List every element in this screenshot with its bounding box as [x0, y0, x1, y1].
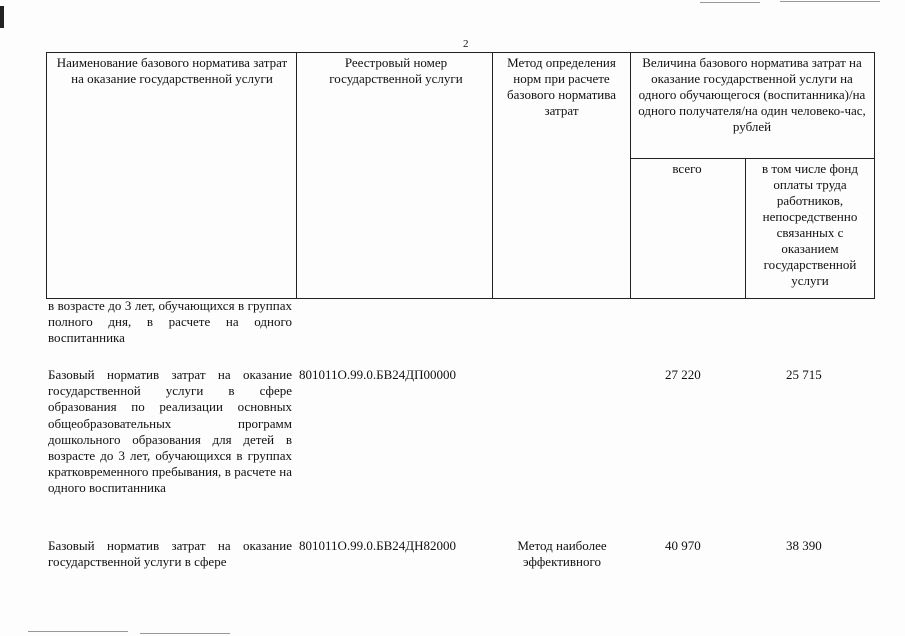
subheader-divider	[630, 158, 874, 159]
header-method: Метод определения норм при расчете базового норматива затрат	[507, 55, 616, 118]
row-registry-number: 801011О.99.0.БВ24ДП00000	[299, 367, 457, 382]
header-value: Величина базового норматива затрат на оказание государственной услуги на одного обучающегося (воспитанника)/на одного получателя/на один человеко-час, рублей	[638, 55, 866, 134]
col-divider-4	[745, 158, 746, 298]
binding-mark	[0, 6, 4, 28]
scan-line	[780, 1, 880, 2]
scan-line	[140, 633, 230, 634]
header-fot: в том числе фонд оплаты труда работников, непосредственно связанных с оказанием государственной услуги	[762, 161, 858, 288]
col-divider-2	[492, 52, 493, 298]
col-divider-3	[630, 52, 631, 298]
row-fot: 38 390	[786, 538, 822, 553]
header-registry-number: Реестровый номер государственной услуги	[329, 55, 463, 86]
scan-line	[700, 2, 760, 3]
header-total: всего	[672, 161, 702, 176]
scan-line	[28, 631, 128, 632]
row-method: Метод наиболее эффективного	[517, 538, 607, 569]
row-name: Базовый норматив затрат на оказание государственной услуги в сфере образования по реализации основных общеобразовательных программ дошкольного образования для детей в возрасте до 3 лет, обучающихся в группах кратковременного пребывания, в расчете на одного воспитанника	[48, 367, 292, 496]
row-name: в возрасте до 3 лет, обучающихся в группах полного дня, в расчете на одного воспитанника	[48, 298, 292, 346]
row-total: 40 970	[665, 538, 701, 553]
row-fot: 25 715	[786, 367, 822, 382]
row-name: Базовый норматив затрат на оказание государственной услуги в сфере	[48, 538, 292, 570]
col-divider-1	[296, 52, 297, 298]
row-total: 27 220	[665, 367, 701, 382]
header-name: Наименование базового норматива затрат на оказание государственной услуги	[56, 55, 288, 86]
page-number: 2	[463, 38, 469, 50]
row-registry-number: 801011О.99.0.БВ24ДН82000	[299, 538, 457, 553]
